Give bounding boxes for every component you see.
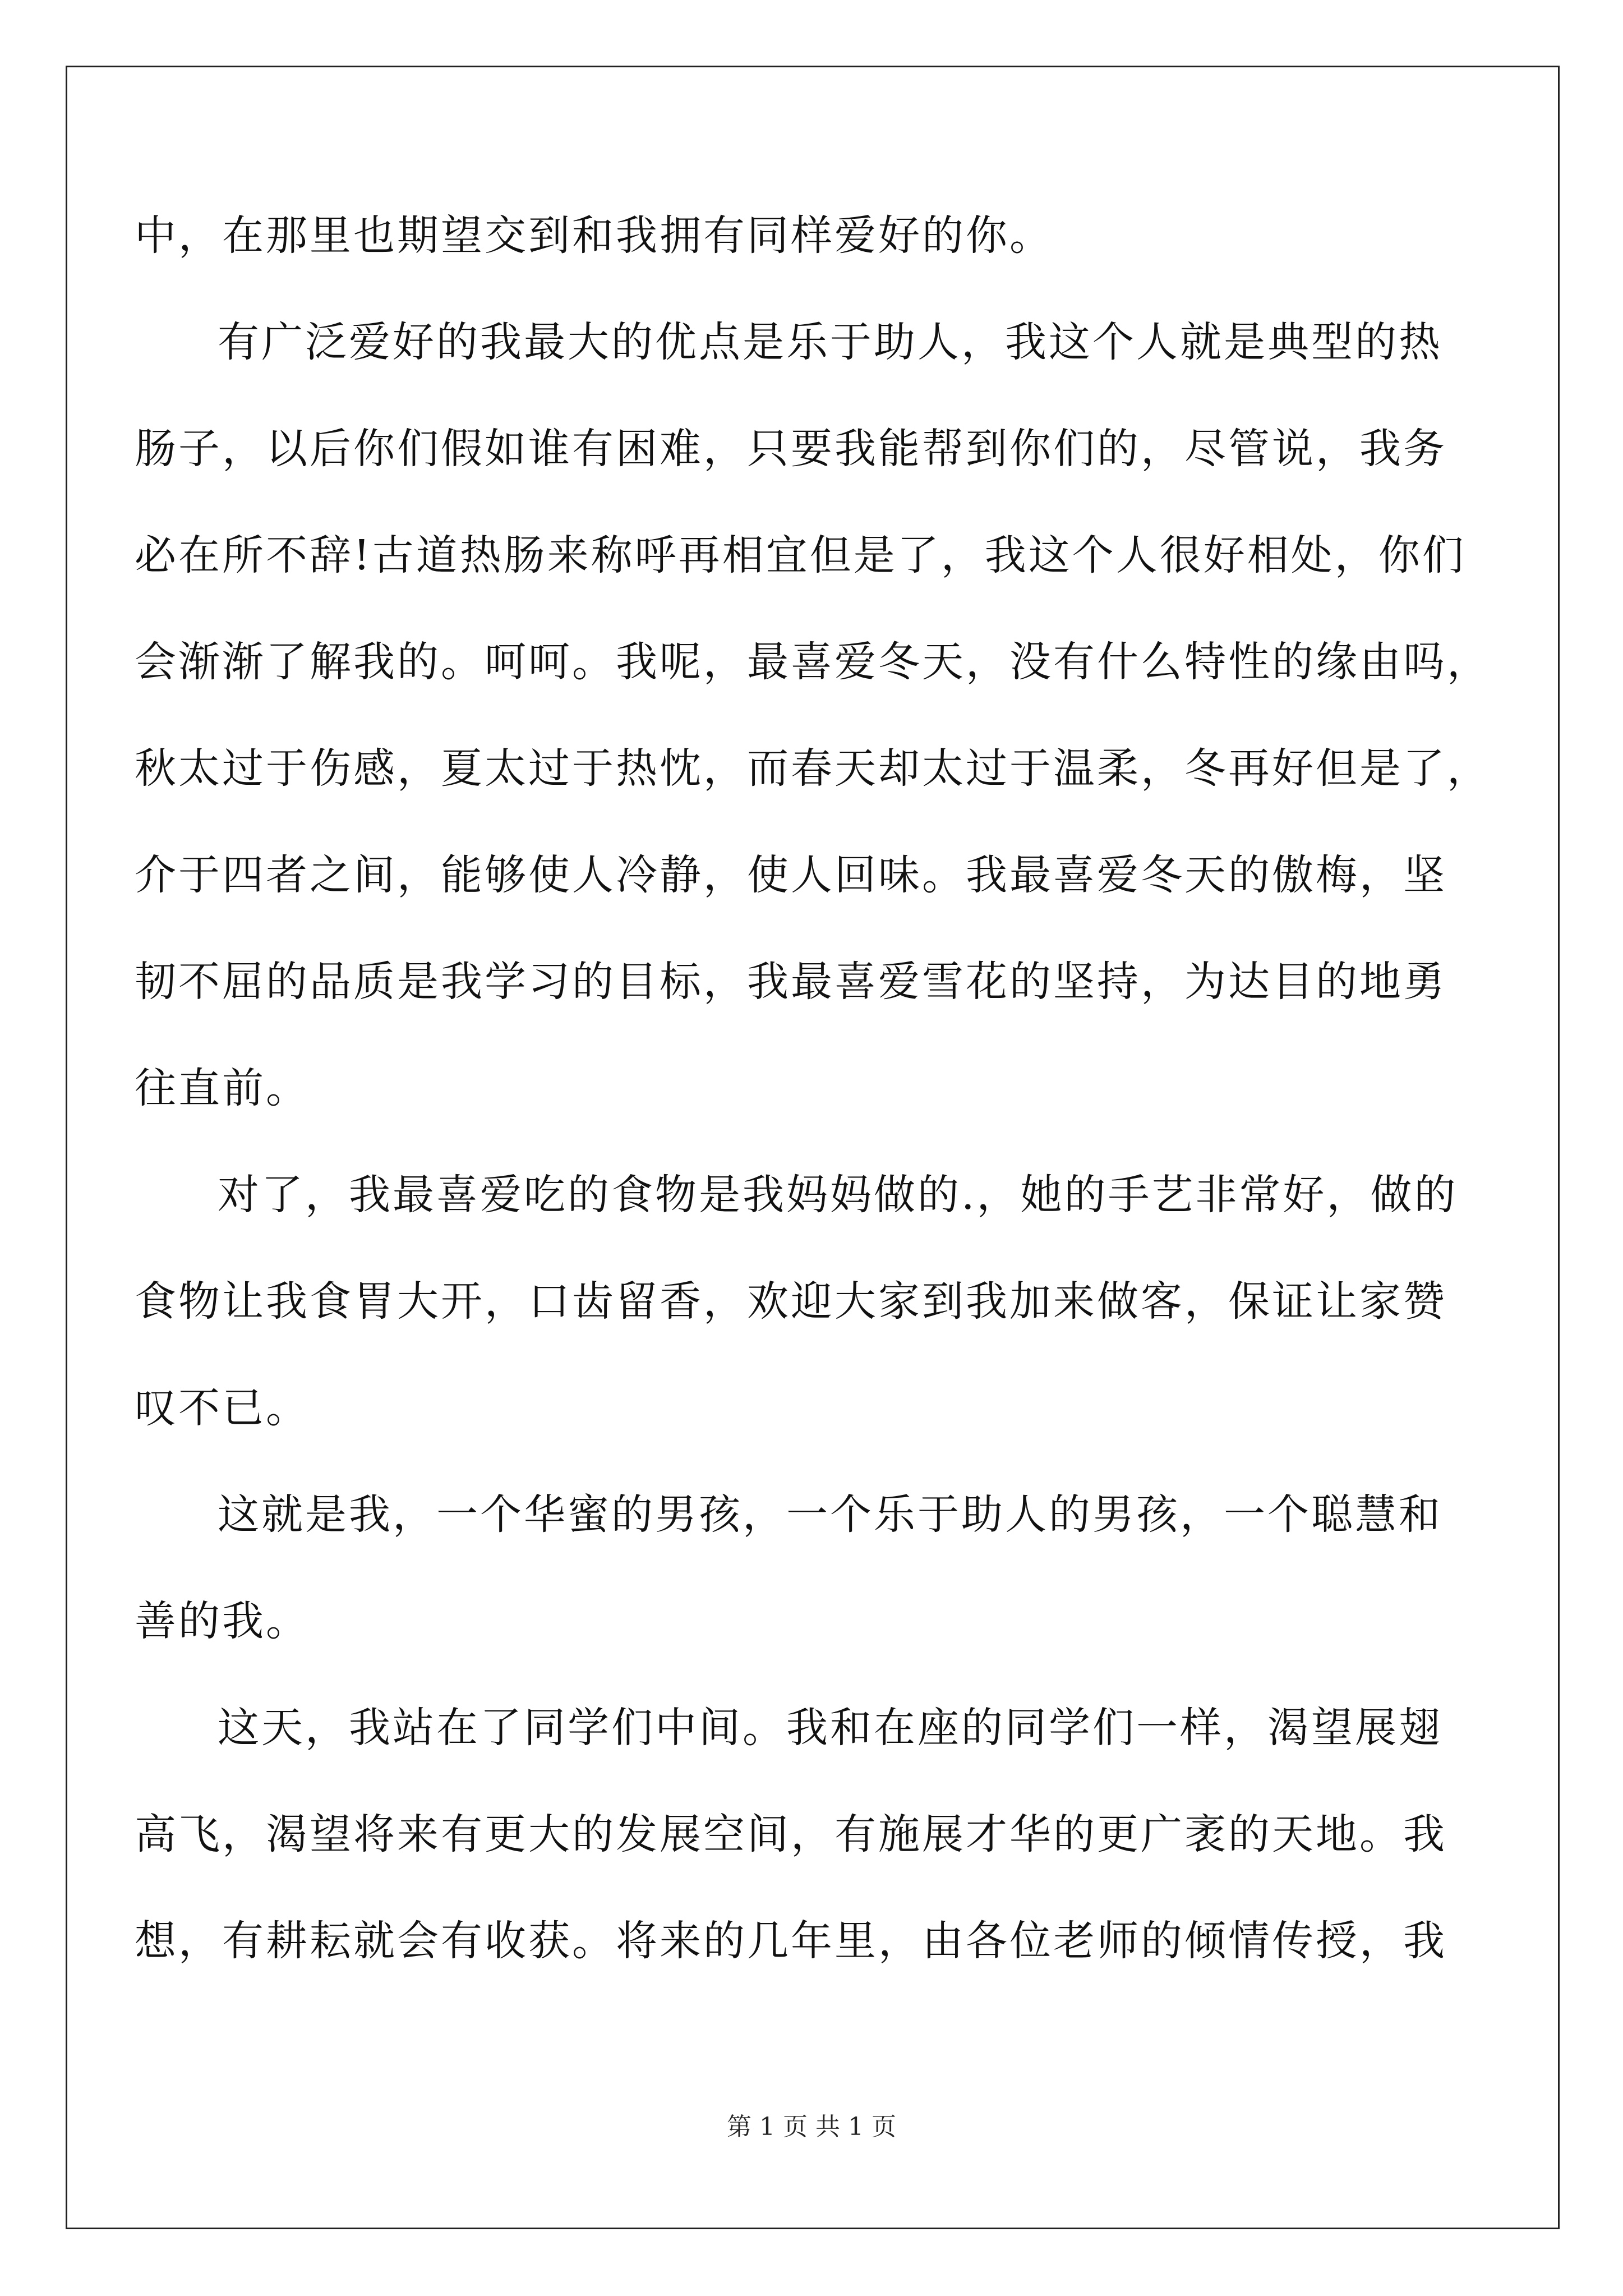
text-line: 叹不已。 [135, 1384, 310, 1432]
text-line: 肠子，以后你们假如谁有困难，只要我能帮到你们的，尽管说，我务 [135, 425, 1447, 473]
page-frame [66, 66, 1560, 2229]
text-line: 食物让我食胃大开，口齿留香，欢迎大家到我加来做客，保证让家赞 [135, 1277, 1447, 1326]
text-line: 韧不屈的品质是我学习的目标，我最喜爱雪花的坚持，为达目的地勇 [135, 958, 1447, 1006]
text-line: 介于四者之间，能够使人冷静，使人回味。我最喜爱冬天的傲梅，坚 [135, 851, 1447, 899]
text-line: 必在所不辞!古道热肠来称呼再相宜但是了，我这个人很好相处，你们 [135, 531, 1466, 579]
text-line: 往直前。 [135, 1064, 310, 1112]
text-line: 这天，我站在了同学们中间。我和在座的同学们一样，渴望展翅 [218, 1704, 1442, 1752]
text-line: 这就是我，一个华蜜的男孩，一个乐于助人的男孩，一个聪慧和 [218, 1490, 1442, 1539]
text-line: 有广泛爱好的我最大的优点是乐于助人，我这个人就是典型的热 [218, 318, 1442, 366]
text-line: 想，有耕耘就会有收获。将来的几年里，由各位老师的倾情传授，我 [135, 1917, 1447, 1965]
text-line: 中，在那里也期望交到和我拥有同样爱好的你。 [135, 211, 1053, 260]
page-number-footer: 第 1 页 共 1 页 [727, 2113, 896, 2141]
text-line: 会渐渐了解我的。呵呵。我呢，最喜爱冬天，没有什么特性的缘由吗， [135, 638, 1491, 686]
text-line: 秋太过于伤感，夏太过于热忱，而春天却太过于温柔，冬再好但是了， [135, 744, 1491, 793]
text-line: 高飞，渴望将来有更大的发展空间，有施展才华的更广袤的天地。我 [135, 1810, 1447, 1858]
text-line: 对了，我最喜爱吃的食物是我妈妈做的.，她的手艺非常好，做的 [218, 1171, 1458, 1219]
text-line: 善的我。 [135, 1597, 310, 1645]
